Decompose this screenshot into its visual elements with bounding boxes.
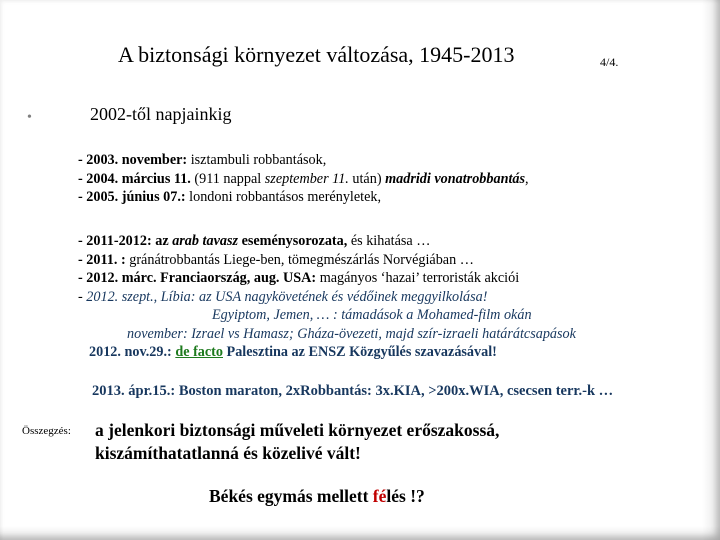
- event-text: az: [155, 233, 173, 249]
- event-text: londoni robbantásos merényletek,: [185, 189, 382, 205]
- event-dash: -: [78, 288, 87, 305]
- boston-event: 2013. ápr.15.: Boston maraton, 2xRobbantás: 3x.KIA, >200x.WIA, csecsen terr.-k …: [92, 383, 614, 399]
- event-text: isztambuli robbantások,: [187, 152, 327, 168]
- event-text: és kihatása …: [347, 233, 431, 249]
- event-highlight: 2012. szept., Líbia: az USA nagykövetének és védőinek meggyilkolása!: [86, 288, 488, 305]
- event-date: - 2012. márc. Franciaország, aug. USA:: [78, 270, 320, 286]
- bottom-edge-shade: [0, 526, 720, 540]
- summary-line-2: kiszámíthatatlanná és közelivé vált!: [95, 443, 361, 463]
- event-date: - 2005. június 07.:: [78, 189, 186, 205]
- event-text: Palesztina az ENSZ Közgyűlés szavazásával!: [223, 344, 497, 360]
- section-subtitle: 2002-től napjainkig: [90, 104, 232, 124]
- events-2003-2005: [78, 151, 529, 207]
- event-date: - 2011. :: [78, 251, 130, 268]
- closing-highlight: fé: [372, 486, 387, 506]
- closing-question: [209, 486, 425, 507]
- event-line: november: Izrael vs Hamasz; Gháza-övezeti, majd szír-izraeli határátcsapások: [127, 325, 576, 342]
- event-date: - 2004. március 11.: [78, 170, 191, 187]
- summary-line-1: a jelenkori biztonsági műveleti környezet erőszakossá,: [95, 420, 500, 440]
- event-line: [78, 232, 576, 251]
- event-highlight: arab tavasz: [172, 233, 239, 249]
- event-text: ,: [525, 170, 529, 187]
- summary-label: Összegzés:: [22, 425, 71, 437]
- event-line: [78, 251, 576, 270]
- event-date: - 2011-2012:: [78, 233, 156, 249]
- event-highlight: de facto: [175, 344, 223, 360]
- event-line: [78, 288, 576, 307]
- event-line: [78, 170, 529, 189]
- right-edge-shade: [702, 0, 720, 540]
- event-line: Egyiptom, Jemen, … : támadások a Mohamed-film okán: [212, 307, 532, 323]
- bullet-icon: •: [27, 110, 32, 125]
- event-text-italic: szeptember 11.: [264, 170, 349, 187]
- event-highlight: madridi vonatrobbantás: [385, 170, 526, 187]
- slide-title: A biztonsági környezet változása, 1945-2013: [118, 42, 515, 67]
- event-text: után): [348, 170, 386, 187]
- closing-text: Békés egymás mellett: [209, 486, 373, 506]
- event-line: [78, 343, 576, 362]
- event-date: - 2003. november:: [78, 152, 188, 168]
- closing-text: lés !?: [386, 486, 425, 506]
- event-line: [78, 188, 529, 207]
- event-text: eseménysorozata,: [238, 233, 348, 249]
- events-2011-2012: [78, 232, 576, 362]
- event-text: magányos ‘hazai’ terroristák akciói: [319, 270, 520, 286]
- event-line: [78, 151, 529, 170]
- event-text: (911 nappal: [190, 170, 265, 187]
- event-text: gránátrobbantás Liege-ben, tömegmészárlás Norvégiában …: [129, 251, 474, 268]
- event-date: 2012. nov.29.:: [89, 344, 176, 360]
- event-line: [78, 269, 576, 288]
- page-number: 4/4.: [600, 55, 619, 69]
